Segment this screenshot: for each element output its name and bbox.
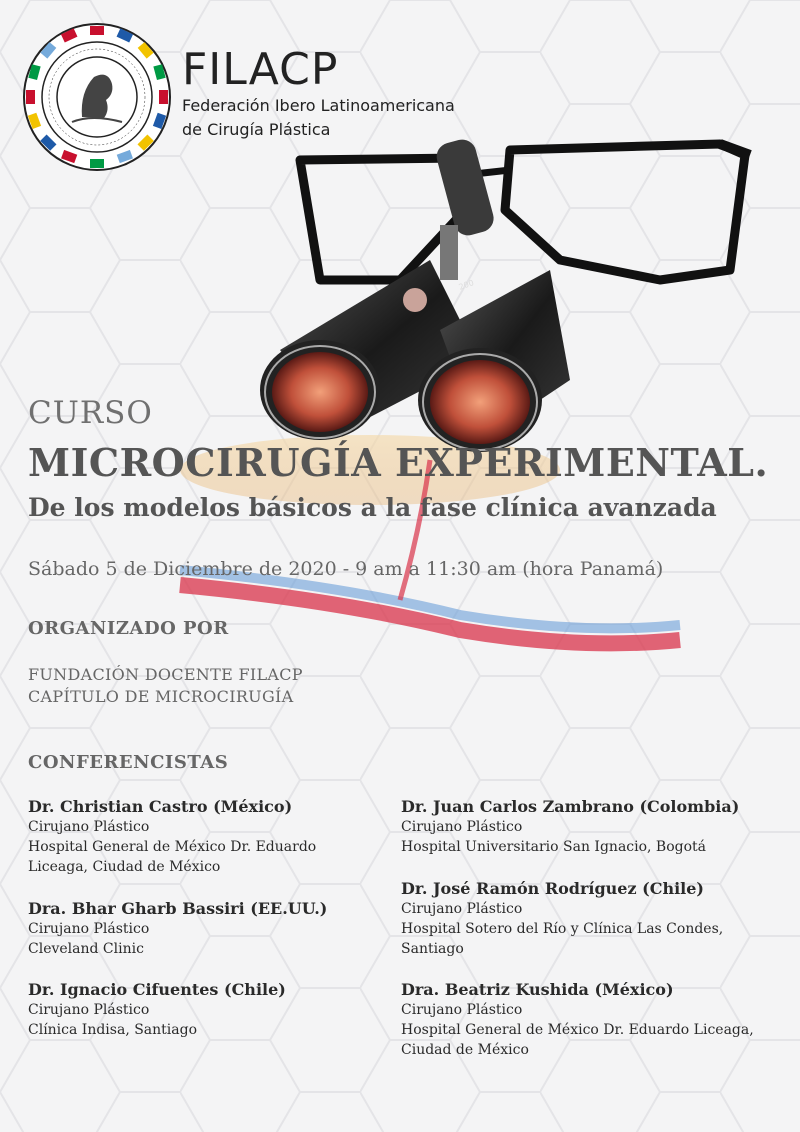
speaker-affiliation: Ciudad de México <box>401 1042 529 1058</box>
speaker-role: Cirujano Plástico <box>28 921 150 937</box>
speaker-card <box>401 878 771 959</box>
speaker-role: Cirujano Plástico <box>401 819 523 835</box>
organizer-line-1: FUNDACIÓN DOCENTE FILACP <box>28 665 303 684</box>
speakers-heading: CONFERENCISTAS <box>28 752 229 773</box>
speaker-affiliation: Hospital Universitario San Ignacio, Bogotá <box>401 839 707 855</box>
event-date: Sábado 5 de Diciembre de 2020 - 9 am a 11:30 am (hora Panamá) <box>28 558 664 580</box>
speaker-name: Dra. Beatriz Kushida (México) <box>401 980 674 999</box>
filacp-seal-logo <box>22 22 172 172</box>
speaker-card <box>28 796 398 877</box>
speaker-affiliation: Clínica Indisa, Santiago <box>28 1022 198 1038</box>
brand-subtitle-line-1: Federación Ibero Latinoamericana <box>182 96 455 115</box>
speaker-name: Dr. Ignacio Cifuentes (Chile) <box>28 980 286 999</box>
speaker-name: Dr. José Ramón Rodríguez (Chile) <box>401 879 704 898</box>
speaker-name: Dr. Christian Castro (México) <box>28 797 293 816</box>
speaker-affiliation: Liceaga, Ciudad de México <box>28 859 221 875</box>
speaker-name: Dr. Juan Carlos Zambrano (Colombia) <box>401 797 740 816</box>
brand-block <box>182 44 455 140</box>
speaker-card <box>401 979 771 1060</box>
speaker-affiliation: Hospital General de México Dr. Eduardo Liceaga, <box>401 1022 754 1038</box>
speaker-affiliation: Cleveland Clinic <box>28 941 144 957</box>
course-kicker: CURSO <box>28 395 153 431</box>
speaker-role: Cirujano Plástico <box>28 1002 150 1018</box>
speaker-card <box>28 979 398 1040</box>
course-title: MICROCIRUGÍA EXPERIMENTAL. <box>28 440 769 485</box>
speaker-role: Cirujano Plástico <box>28 819 150 835</box>
speaker-card <box>401 796 771 857</box>
brand-subtitle-line-2: de Cirugía Plástica <box>182 120 331 139</box>
loupe-magnification-label: 200 <box>457 278 476 292</box>
organizer-line-2: CAPÍTULO DE MICROCIRUGÍA <box>28 687 294 706</box>
organizer-heading: ORGANIZADO POR <box>28 618 229 639</box>
speaker-affiliation: Santiago <box>401 941 464 957</box>
speaker-affiliation: Hospital General de México Dr. Eduardo <box>28 839 317 855</box>
speaker-name: Dra. Bhar Gharb Bassiri (EE.UU.) <box>28 899 328 918</box>
speaker-role: Cirujano Plástico <box>401 1002 523 1018</box>
speaker-affiliation: Hospital Sotero del Río y Clínica Las Condes, <box>401 921 724 937</box>
speaker-card <box>28 898 398 959</box>
course-subtitle: De los modelos básicos a la fase clínica avanzada <box>28 493 717 522</box>
surgical-loupes-illustration <box>160 130 780 710</box>
speaker-role: Cirujano Plástico <box>401 901 523 917</box>
brand-name: FILACP <box>182 44 339 95</box>
